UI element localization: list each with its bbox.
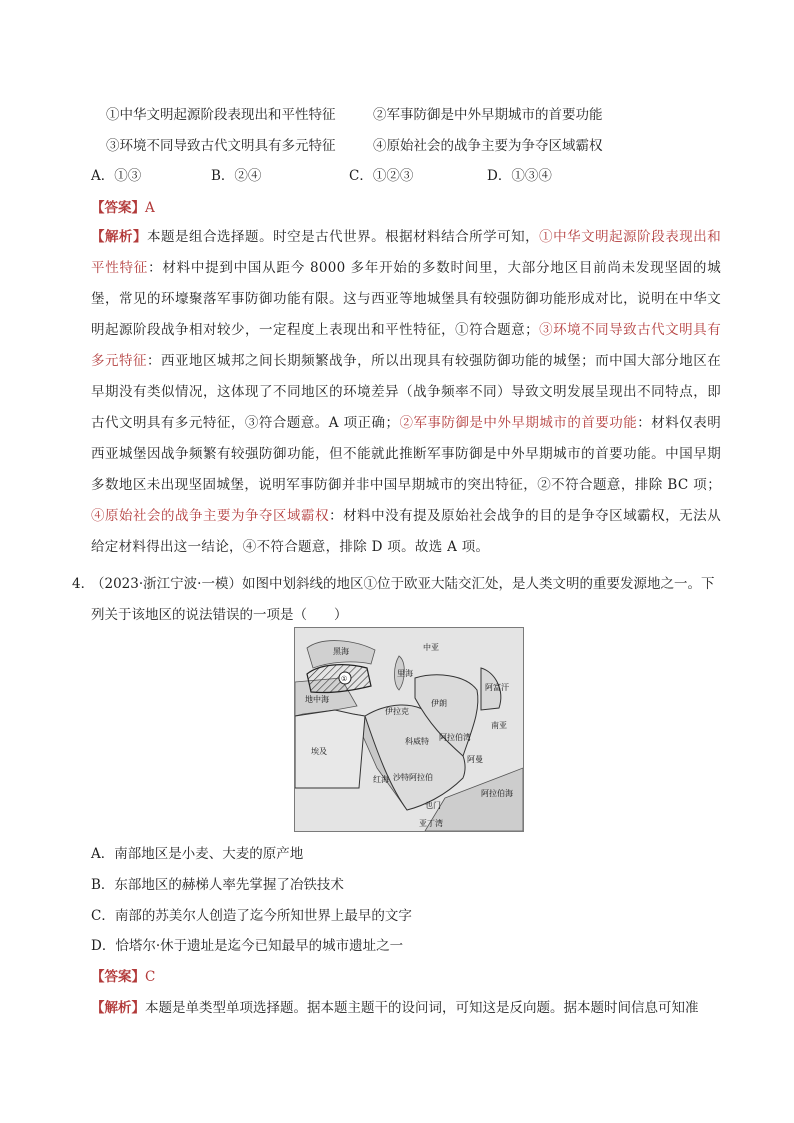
label-caspian: 里海	[397, 669, 413, 678]
analysis-highlight-1: ①中华文明起源阶段表现出和平性特征	[91, 229, 722, 276]
analysis-highlight-4: ④原始社会的战争主要为争夺区域霸权	[91, 508, 330, 524]
option-a: A．①③	[91, 168, 142, 184]
label-kuwait: 科威特	[405, 737, 429, 746]
q4-option-b: B．东部地区的赫梯人率先掌握了冶铁技术	[91, 877, 344, 893]
q4-answer-line	[91, 965, 155, 985]
question-4-stem-2: 列关于该地区的说法错误的一项是（ ）	[91, 607, 348, 623]
analysis-text-2: ：材料中提到中国从距今 8000 多年开始的多数时间里，大部分地区目前尚未发现坚固的城堡，常见的环壕聚落军事防御功能有限。这与西亚等地城堡具有较强防御功能形成对比，说明在中华文明起源阶段战争相对较少，一定程度上表现出和平性特征，①符合题意；	[91, 260, 722, 338]
label-black-sea: 黑海	[333, 647, 349, 656]
statement-3: ③环境不同导致古代文明具有多元特征	[106, 138, 336, 154]
answer-label: 【答案】	[91, 200, 145, 216]
middle-east-map	[294, 627, 524, 832]
analysis-text-4: ：材料仅表明西亚城堡因战争频繁有较强防御功能，但不能就此推断军事防御是中外早期城市的首要功能。中国早期多数地区未出现坚固城堡，说明军事防御并非中国早期城市的突出特征，②不符合题意，排除 BC 项；	[91, 415, 721, 493]
analysis-paragraph	[91, 222, 721, 563]
statement-2: ②军事防御是中外早期城市的首要功能	[373, 107, 603, 123]
question-4-stem-1: （2023·浙江宁波·一模）如图中划斜线的地区①位于欧亚大陆交汇处，是人类文明的重要发源地之一。下	[91, 576, 715, 592]
q4-analysis-text: 本题是单类型单项选择题。据本题主题干的设问词，可知这是反向题。据本题时间信息可知准	[145, 1000, 699, 1016]
label-yemen: 也门	[425, 801, 441, 810]
analysis-highlight-2: ②军事防御是中外早期城市的首要功能	[399, 415, 638, 431]
analysis-highlight-3: ③环境不同导致古代文明具有多元特征	[91, 322, 721, 369]
label-south-asia: 南亚	[491, 721, 507, 730]
label-aden: 亚丁湾	[419, 819, 443, 828]
q4-answer-value: C	[145, 969, 156, 985]
q4-option-a: A．南部地区是小麦、大麦的原产地	[91, 846, 304, 862]
q4-analysis-line	[91, 996, 699, 1016]
q4-option-c: C．南部的苏美尔人创造了迄今所知世界上最早的文字	[91, 908, 412, 924]
label-marker: ①	[341, 675, 348, 683]
question-4-number: 4．	[72, 576, 95, 592]
answer-line	[91, 196, 155, 216]
option-d: D．①③④	[487, 168, 552, 184]
map-drawing	[295, 628, 523, 831]
label-red-sea: 红海	[373, 775, 389, 784]
option-b: B．②④	[211, 168, 262, 184]
option-c: C．①②③	[349, 168, 414, 184]
label-egypt: 埃及	[311, 747, 327, 756]
label-arabian-sea: 阿拉伯海	[481, 789, 513, 798]
statement-4: ④原始社会的战争主要为争夺区域霸权	[373, 138, 603, 154]
label-oman: 阿曼	[467, 755, 483, 764]
q4-option-d: D．恰塔尔·休于遗址是迄今已知最早的城市遗址之一	[91, 938, 404, 954]
statement-1: ①中华文明起源阶段表现出和平性特征	[106, 107, 336, 123]
q4-analysis-label: 【解析】	[91, 1000, 145, 1016]
analysis-text-5: ：材料中没有提及原始社会战争的目的是争夺区域霸权，无法从给定材料得出这一结论，④不符合题意，排除 D 项。故选 A 项。	[91, 508, 721, 555]
q4-answer-label: 【答案】	[91, 969, 145, 985]
label-iraq: 伊拉克	[385, 707, 409, 716]
analysis-label: 【解析】	[91, 229, 148, 245]
label-central-asia: 中亚	[423, 643, 439, 652]
egypt-outline	[295, 710, 365, 788]
label-mediterranean: 地中海	[305, 695, 329, 704]
answer-value: A	[145, 200, 155, 216]
analysis-text-3: ：西亚地区城邦之间长期频繁战争，所以出现具有较强防御功能的城堡；而中国大部分地区在早期没有类似情况，这体现了不同地区的环境差异（战争频率不同）导致文明发展呈现出不同特点，即古代文明具有多元特征，③符合题意。A 项正确；	[91, 353, 721, 431]
label-afghanistan: 阿富汗	[485, 683, 509, 692]
label-iran: 伊朗	[431, 699, 447, 708]
label-gulf: 阿拉伯湾	[439, 733, 471, 742]
analysis-text-1: 本题是组合选择题。时空是古代世界。根据材料结合所学可知，	[147, 229, 540, 245]
label-saudi: 沙特阿拉伯	[393, 773, 433, 782]
